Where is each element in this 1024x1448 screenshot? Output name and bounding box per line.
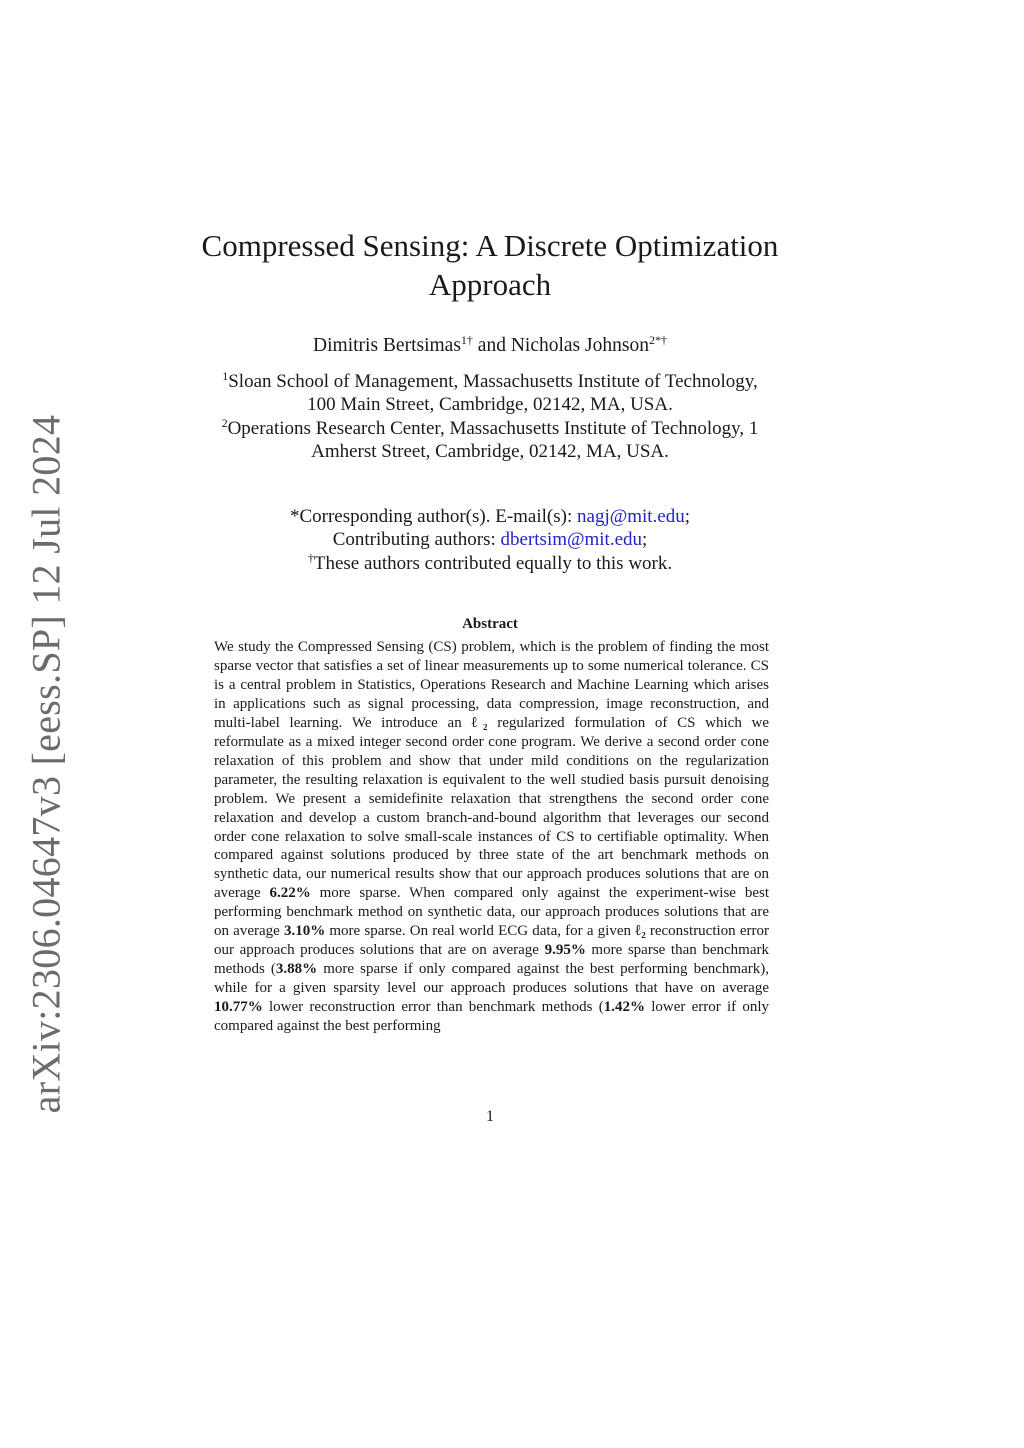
equal-contribution-note: †These authors contributed equally to this work.: [307, 550, 673, 574]
contributing-authors-line: Contributing authors: dbertsim@mit.edu;: [332, 529, 648, 551]
affiliation-2-line-2: Amherst Street, Cambridge, 02142, MA, USA.: [311, 440, 669, 462]
affiliation-2-line-1: $^2$Operations Research Center, Massachusetts Institute of Technology, 1: [221, 415, 759, 439]
stat-sparsity-best: 3.10%: [283, 923, 326, 940]
contributing-email-link[interactable]: dbertsim@mit.edu: [500, 529, 643, 551]
affiliation-1-line-2: 100 Main Street, Cambridge, 02142, MA, USA.: [307, 394, 673, 416]
page-number: 1: [486, 1108, 494, 1125]
stat-ecg-sparsity-best: 3.88%: [275, 961, 318, 978]
author-name-2: Nicholas Johnson: [510, 335, 649, 356]
corresponding-email-link[interactable]: nagj@mit.edu: [577, 506, 685, 527]
arxiv-identifier-sidebar: arXiv:2306.04647v3 [eess.SP] 12 Jul 2024: [23, 414, 69, 1114]
stat-sparsity-avg: 6.22%: [269, 885, 311, 902]
l2-norm-symbol: ℓ₂: [635, 923, 646, 940]
title-line-1: Compressed Sensing: A Discrete Optimization: [201, 228, 779, 263]
dagger-mark: †: [307, 550, 314, 565]
abstract-heading: Abstract: [462, 616, 518, 632]
abstract-body: We study the Compressed Sensing (CS) problem, which is the problem of finding the most sparse vector that satisfies a set of linear measurements up to some numerical tolerance. CS is a central problem in Statistics, Operations Research and Machine Learning which arises in applications such as signal processing, data compression, image reconstruction, and multi-label learning. We introduce an ℓ₂ regularized formulation of CS which we reformulate as a mixed integer second order cone program. We derive a second order cone relaxation of this problem and show that under mild conditions on the regularization parameter, the resulting relaxation is equivalent to the well studied basis pursuit denoising problem. We present a semidefinite relaxation that strengthens the second order cone relaxation and develop a custom branch-and-bound algorithm that leverages our second order cone relaxation to solve small-scale instances of CS to certifiable optimality. When compared against solutions produced by three state of the art benchmark methods on synthetic data, our numerical results show that our approach produces solutions that are on average 6.22% more sparse. When compared only against the experiment-wise best performing benchmark method on synthetic data, our approach produces solutions that are on average 3.10% more sparse. On real world ECG data, for a given ℓ₂ reconstruction error our approach produces solutions that are on average 9.95% more sparse than benchmark methods (3.88% more sparse if only compared against the best performing benchmark), while for a given sparsity level our approach produces solutions that have on average 10.77% lower reconstruction error than benchmark methods (1.42% lower error if only compared against the best performing: [214, 639, 770, 1035]
author-list: [190, 334, 790, 358]
corresponding-author-line: *Corresponding author(s). E-mail(s): nagj@mit.edu;: [289, 506, 691, 527]
paper-title: [190, 226, 790, 304]
stat-ecg-sparsity: 9.95%: [544, 942, 586, 959]
affiliation-1-mark: 1: [222, 369, 229, 383]
stat-ecg-error-best: 1.42%: [603, 999, 645, 1016]
author-2-marks: 2*†: [648, 333, 667, 347]
stat-ecg-error: 10.77%: [214, 999, 263, 1016]
affiliation-1-line-1: $^1$Sloan School of Management, Massachusetts Institute of Technology,: [222, 369, 758, 392]
author-1-marks: 1†: [460, 333, 473, 347]
l2-norm-symbol: ℓ₂: [471, 714, 488, 731]
correspondence: [190, 505, 790, 575]
title-line-2: Approach: [428, 267, 552, 302]
affiliation-2-mark: 2: [221, 415, 228, 430]
affiliations: [180, 370, 800, 463]
author-name-1: Dimitris Bertsimas: [313, 335, 461, 356]
author-connector: and: [472, 335, 511, 356]
